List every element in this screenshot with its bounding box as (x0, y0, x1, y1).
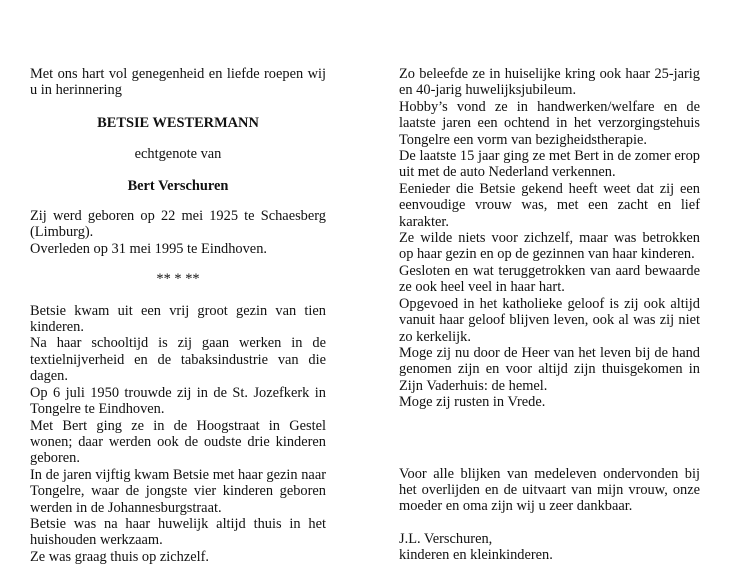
intro-text: Met ons hart vol genegenheid en liefde roepen wij u in herinnering (30, 66, 326, 99)
deceased-name: BETSIE WESTERMANN (97, 114, 259, 131)
birth-text: Zij werd geboren op 22 mei 1925 te Schaesberg (Limburg). (30, 208, 326, 241)
right-column (399, 66, 700, 564)
paragraph: Gesloten en wat teruggetrokken van aard bewaarde ze ook heel veel in haar hart. (399, 262, 700, 296)
paragraph: Betsie kwam uit een vrij groot gezin van tien kinderen. (30, 302, 326, 336)
paragraph: Eenieder die Betsie gekend heeft weet dat zij een eenvoudige vrouw was, met een zacht en lief karakter. (399, 180, 700, 230)
paragraph: Zo beleefde ze in huiselijke kring ook haar 25-jarig en 40-jarig huwelijksjubileum. (399, 66, 700, 99)
paragraph: De laatste 15 jaar ging ze met Bert in de zomer erop uit met de auto Nederland verkennen. (399, 148, 700, 181)
spouse-prefix: echtgenote van (134, 146, 222, 163)
paragraph: Ze wilde niets voor zichzelf, maar was betrokken op haar gezin en op de gezinnen van haar kinderen. (399, 230, 700, 263)
life-story (30, 303, 326, 566)
paragraph: Moge zij rusten in Vrede. (399, 394, 546, 411)
signature-name: J.L. Verschuren, (399, 530, 493, 547)
thanks-text: Voor alle blijken van medeleven ondervonden bij het overlijden en de uitvaart van mijn vrouw, onze moeder en oma zijn wij u zeer dankbaar. (399, 465, 700, 515)
paragraph: Na haar schooltijd is zij gaan werken in de textielnijverheid en de tabaksindustrie van die dagen. (30, 335, 326, 385)
paragraph: In de jaren vijftig kwam Betsie met haar gezin naar Tongelre, waar de jongste vier kinderen geboren werden in de Johannesburgstraat. (30, 466, 326, 516)
paragraph: Opgevoed in het katholieke geloof is zij ook altijd vanuit haar geloof blijven leven, ook al was zij niet zo kerkelijk. (399, 295, 700, 345)
left-column (30, 66, 326, 565)
paragraph: Met Bert ging ze in de Hoogstraat in Gestel wonen; daar werden ook de oudste drie kinderen geboren. (30, 417, 326, 467)
spouse-name: Bert Verschuren (127, 177, 229, 194)
paragraph: Moge zij nu door de Heer van het leven bij de hand genomen zijn en voor altijd zijn thuisgekomen in Zijn Vaderhuis: de hemel. (399, 344, 700, 394)
paragraph: Op 6 juli 1950 trouwde zij in de St. Jozefkerk in Tongelre te Eindhoven. (30, 384, 326, 418)
separator: ** * ** (156, 271, 200, 288)
death-text: Overleden op 31 mei 1995 te Eindhoven. (30, 240, 267, 257)
paragraph: Betsie was na haar huwelijk altijd thuis in het huishouden werkzaam. (30, 515, 326, 549)
signature-family: kinderen en kleinkinderen. (399, 547, 553, 564)
paragraph: Hobby’s vond ze in handwerken/welfare en de laatste jaren een ochtend in het verzorgingstehuis Tongelre een vorm van bezigheidstherapie. (399, 98, 700, 148)
paragraph: Ze was graag thuis op zichzelf. (30, 548, 210, 565)
